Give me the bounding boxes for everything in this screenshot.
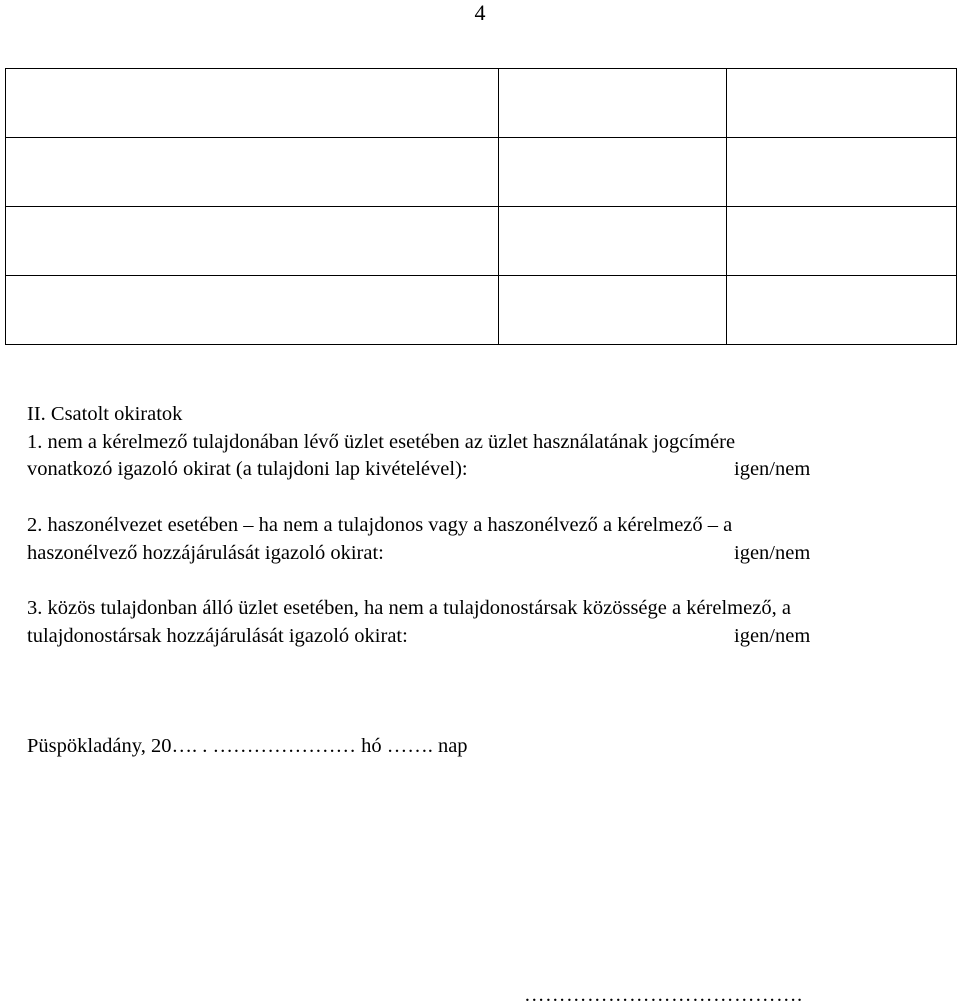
table-cell[interactable]	[499, 207, 727, 276]
empty-form-table	[5, 68, 957, 345]
item-1-line-1: 1. nem a kérelmező tulajdonában lévő üzlet esetében az üzlet használatának jogcímére	[27, 431, 736, 453]
table-cell[interactable]	[727, 138, 957, 207]
place-date-line[interactable]: Püspökladány, 20…. . ………………… hó ……. nap	[27, 735, 468, 757]
section-title: II. Csatolt okiratok	[27, 403, 183, 425]
signature-line[interactable]: ………………………………….	[524, 984, 803, 1006]
item-2-answer[interactable]: igen/nem	[734, 542, 811, 564]
item-1-answer[interactable]: igen/nem	[734, 458, 811, 480]
table-cell[interactable]	[6, 69, 499, 138]
item-1-line-2: vonatkozó igazoló okirat (a tulajdoni lap kivételével):	[27, 458, 468, 480]
table-cell[interactable]	[6, 276, 499, 345]
item-3-line-2: tulajdonostársak hozzájárulását igazoló okirat:	[27, 625, 408, 647]
item-2-line-2: haszonélvező hozzájárulását igazoló okirat:	[27, 542, 384, 564]
table-cell[interactable]	[727, 276, 957, 345]
table-cell[interactable]	[6, 207, 499, 276]
table-cell[interactable]	[499, 138, 727, 207]
table-cell[interactable]	[499, 276, 727, 345]
table-cell[interactable]	[499, 69, 727, 138]
page-number: 4	[474, 0, 486, 25]
item-3-line-1: 3. közös tulajdonban álló üzlet esetében, ha nem a tulajdonostársak közössége a kérelmező, a	[27, 597, 791, 619]
table-cell[interactable]	[727, 69, 957, 138]
table-cell[interactable]	[6, 138, 499, 207]
table-cell[interactable]	[727, 207, 957, 276]
item-2-line-1: 2. haszonélvezet esetében – ha nem a tulajdonos vagy a haszonélvező a kérelmező – a	[27, 514, 733, 536]
item-3-answer[interactable]: igen/nem	[734, 625, 811, 647]
